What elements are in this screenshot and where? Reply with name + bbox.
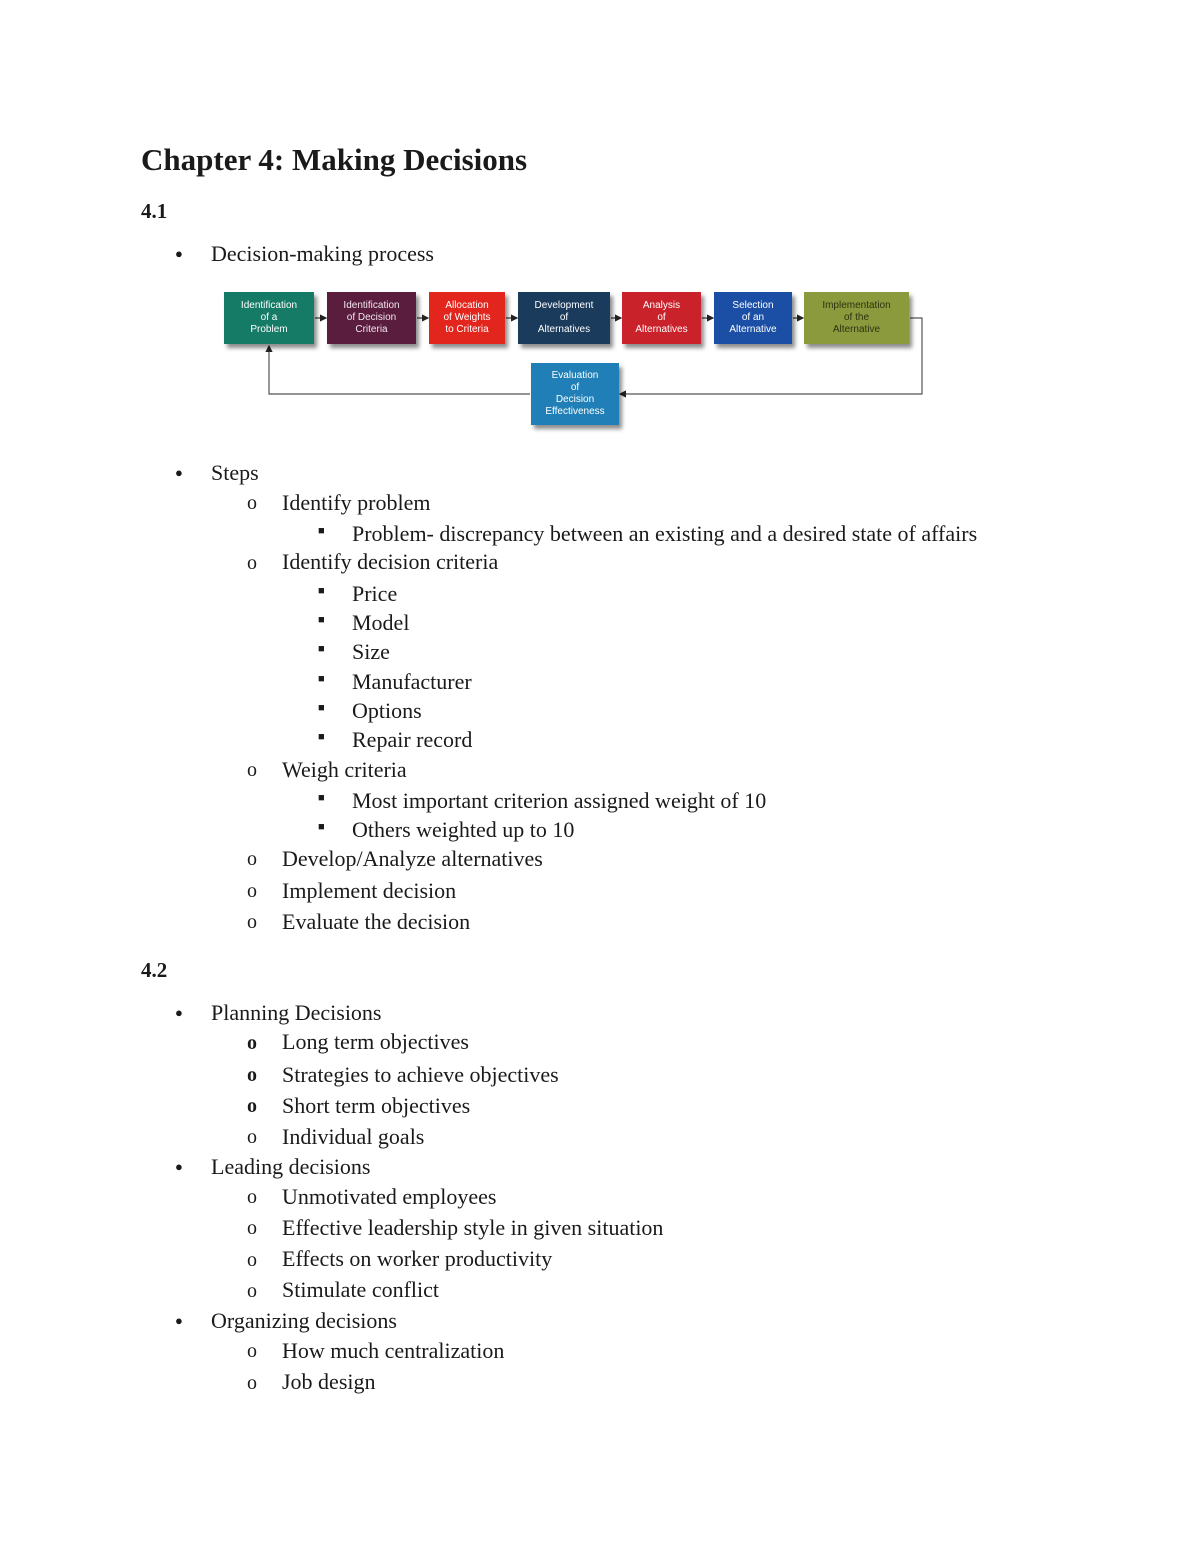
box-line: of the [843, 312, 870, 323]
bullet-circle: o [247, 1340, 257, 1362]
box-line: Allocation [445, 300, 489, 311]
list-item: Planning Decisions [211, 1000, 382, 1025]
list-item: Short term objectives [282, 1093, 471, 1118]
box-line: of [570, 382, 580, 393]
box-line: of a [260, 312, 278, 323]
list-item: Unmotivated employees [282, 1184, 497, 1209]
list-item: Implement decision [282, 878, 457, 903]
step-box-identify-criteria [327, 292, 416, 344]
bullet-disc: ● [175, 246, 183, 261]
list-item: Long term objectives [282, 1029, 469, 1054]
bullet-circle: o [247, 1217, 257, 1239]
box-line: Criteria [355, 324, 388, 335]
bullet-disc: ● [175, 1313, 183, 1328]
bullet-circle: o [247, 1064, 257, 1086]
step-box-select-alternative [714, 292, 792, 344]
step-box-evaluate-effectiveness [531, 363, 619, 425]
step-box-analyze-alternatives [622, 292, 701, 344]
box-line: Evaluation [551, 370, 599, 381]
list-item: Repair record [352, 727, 473, 752]
box-line: Alternative [832, 324, 881, 335]
box-line: Implementation [822, 300, 891, 311]
bullet-square: ■ [318, 792, 325, 804]
list-item: Problem- discrepancy between an existing and a desired state of affairs [352, 521, 978, 546]
feedback-arrow-out [269, 346, 530, 394]
box-line: of [657, 312, 666, 323]
box-line: Selection [732, 300, 774, 311]
list-item: Job design [282, 1369, 376, 1394]
box-line: Decision [555, 394, 595, 405]
list-item: Options [352, 698, 422, 723]
step-box-implement-alternative [804, 292, 909, 344]
list-item: How much centralization [282, 1338, 505, 1363]
decision-process-diagram [210, 282, 940, 437]
box-line: Alternatives [537, 324, 591, 335]
box-line: Analysis [642, 300, 681, 311]
bullet-square: ■ [318, 702, 325, 714]
box-line: of [559, 312, 569, 323]
list-item: Others weighted up to 10 [352, 817, 575, 842]
box-line: Development [534, 300, 594, 311]
list-item: Stimulate conflict [282, 1277, 440, 1302]
bullet-disc: ● [175, 465, 183, 480]
list-item: Effects on worker productivity [282, 1246, 553, 1271]
section-heading-4-1: 4.1 [141, 199, 168, 223]
list-item: Most important criterion assigned weight of 10 [352, 788, 767, 813]
bullet-square: ■ [318, 673, 325, 685]
bullet-square: ■ [318, 585, 325, 597]
box-line: to Criteria [445, 324, 489, 335]
bullet-circle: o [247, 492, 257, 514]
bullet-circle: o [247, 759, 257, 781]
bullet-circle: o [247, 911, 257, 933]
list-item: Decision-making process [211, 241, 434, 266]
step-box-develop-alternatives [518, 292, 610, 344]
bullet-circle: o [247, 1249, 257, 1271]
list-item: Effective leadership style in given situation [282, 1215, 664, 1240]
list-item: Price [352, 581, 398, 606]
list-item: Strategies to achieve objectives [282, 1062, 559, 1087]
box-line: of Weights [443, 312, 491, 323]
list-item: Model [352, 610, 410, 635]
section-heading-4-2: 4.2 [141, 958, 168, 982]
bullet-circle: o [247, 1032, 257, 1054]
bullet-circle: o [247, 848, 257, 870]
bullet-circle: o [247, 552, 257, 574]
list-item: Organizing decisions [211, 1308, 397, 1333]
box-line: Alternative [729, 324, 777, 335]
bullet-circle: o [247, 880, 257, 902]
box-line: Effectiveness [545, 406, 605, 417]
page-title: Chapter 4: Making Decisions [141, 142, 528, 177]
bullet-circle: o [247, 1372, 257, 1394]
bullet-square: ■ [318, 643, 325, 655]
box-line: Problem [250, 324, 288, 335]
box-line: Alternatives [635, 324, 688, 335]
bullet-square: ■ [318, 821, 325, 833]
box-line: of an [741, 312, 765, 323]
bullet-disc: ● [175, 1159, 183, 1174]
step-box-identify-problem [224, 292, 314, 344]
list-item: Evaluate the decision [282, 909, 471, 934]
list-item: Identify decision criteria [282, 549, 499, 574]
list-item: Steps [211, 460, 259, 485]
box-line: of Decision [346, 312, 397, 323]
list-item: Size [352, 639, 390, 664]
box-line: Identification [240, 300, 298, 311]
box-line: Identification [343, 300, 400, 311]
list-item: Identify problem [282, 490, 431, 515]
bullet-square: ■ [318, 614, 325, 626]
bullet-circle: o [247, 1095, 257, 1117]
bullet-circle: o [247, 1186, 257, 1208]
list-item: Leading decisions [211, 1154, 371, 1179]
list-item: Individual goals [282, 1124, 425, 1149]
bullet-disc: ● [175, 1005, 183, 1020]
list-item: Manufacturer [352, 669, 472, 694]
bullet-circle: o [247, 1280, 257, 1302]
list-item: Weigh criteria [282, 757, 407, 782]
bullet-square: ■ [318, 731, 325, 743]
step-box-allocate-weights [429, 292, 505, 344]
bullet-circle: o [247, 1126, 257, 1148]
bullet-square: ■ [318, 525, 325, 537]
list-item: Develop/Analyze alternatives [282, 846, 543, 871]
